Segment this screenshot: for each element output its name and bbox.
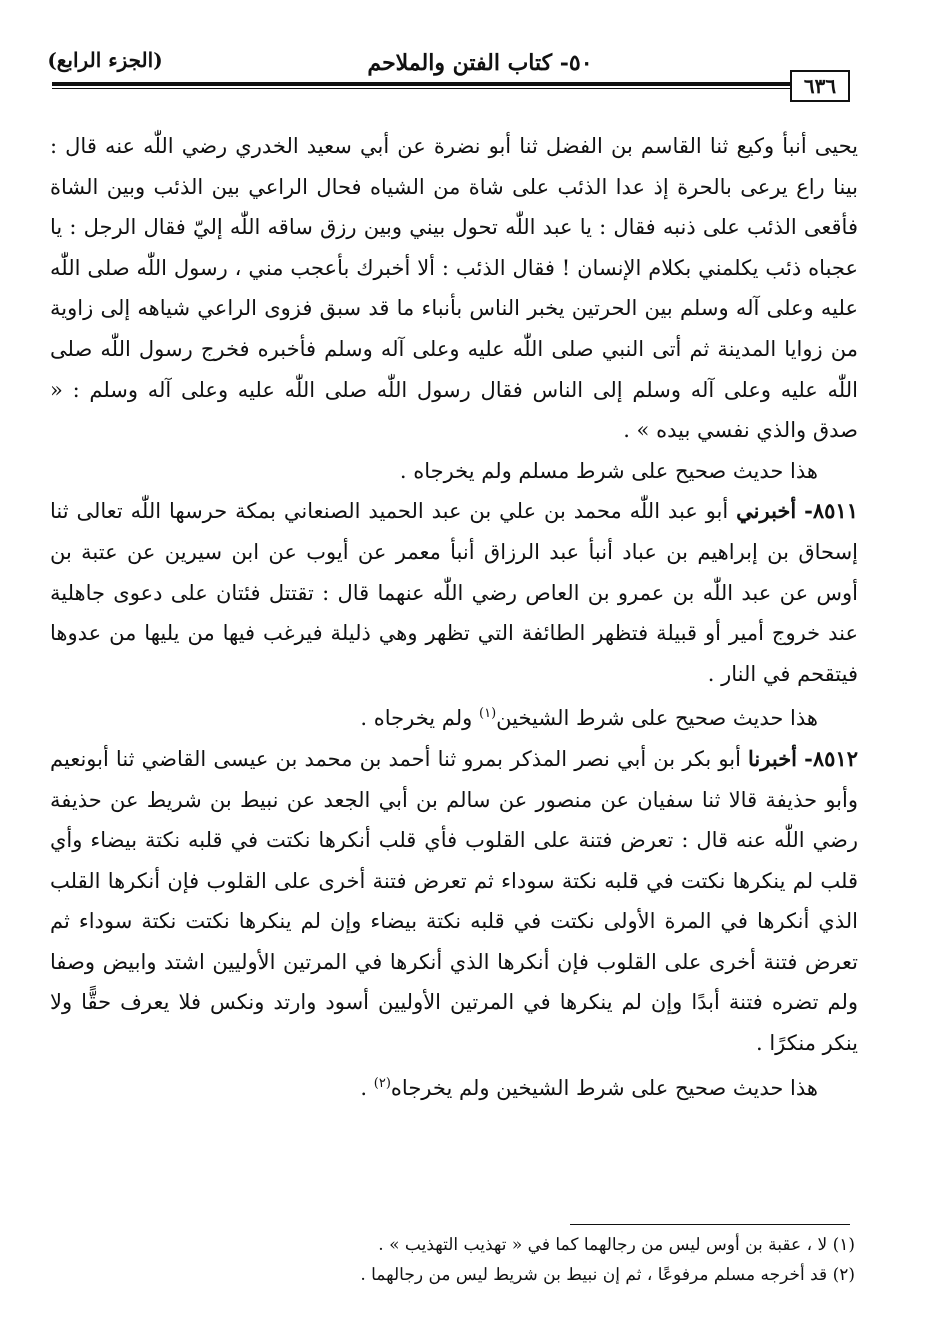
hadith-8512 <box>50 739 858 1064</box>
hadith-verdict-2 <box>50 694 858 739</box>
hadith-8511-text: أبو عبد اللّٰه محمد بن علي بن عبد الحميد الصنعاني بمكة حرسها اللّٰه تعالى ثنا إسحاق بن إبراهيم بن عباد أنبأ عبد الرزاق أنبأ معمر عن أيوب عن ابن سيرين عن عتبة بن أوس عن عبد اللّٰه بن عمرو بن العاص رضي اللّٰه عنهما قال : تقتتل فئتان على دعوى جاهلية عند خروج أمير أو قبيلة فتظهر الطائفة التي تظهر وهي ذليلة فيرغب فيها من يليها من عدوها فيتقحم في النار . <box>50 499 858 686</box>
footnote-ref-1[interactable]: (١) <box>479 706 497 722</box>
hadith-8512-text: أبو بكر بن أبي نصر المذكر بمرو ثنا أحمد بن محمد بن عيسى القاضي ثنا أبونعيم وأبو حذيفة قالا ثنا سفيان عن منصور عن سالم بن أبي الجعد عن نبيط بن شريط عن حذيفة رضي اللّٰه عنه قال : تعرض فتنة على القلوب فأي قلب أنكرها نكتت في قلبه نكتة بيضاء وأي قلب لم ينكرها نكتت في قلبه نكتة سوداء ثم تعرض فتنة أخرى على القلوب فإن أنكرها القلب الذي أنكرها في المرة الأولى نكتت في قلبه نكتة بيضاء وإن لم ينكرها نكتت نكتة سوداء ثم تعرض فتنة أخرى على القلوب فإن أنكرها الذي أنكرها في المرتين الأوليين اشتد وابيض وصفا ولم تضره فتنة أبدًا وإن لم ينكرها في المرتين الأوليين أسود وارتد ونكس فلا يعرف حقًّا ولا ينكر منكرًا . <box>50 746 858 1056</box>
running-header-volume: (الجزء الرابع) <box>47 48 163 72</box>
hadith-8511 <box>50 491 858 694</box>
hadith-number-8512: ٨٥١٢- <box>804 745 858 771</box>
header-rule-thin <box>52 88 847 89</box>
verdict-2-end: ولم يخرجاه . <box>360 706 473 731</box>
footnote-2-text: قد أخرجه مسلم مرفوعًا ، ثم إن نبيط بن شريط ليس من رجالهما . <box>360 1265 828 1285</box>
footnote-2-number: (٢) <box>832 1265 855 1285</box>
footnote-1-number: (١) <box>832 1235 855 1255</box>
hadith-verdict-1: هذا حديث صحيح على شرط مسلم ولم يخرجاه . <box>399 458 818 483</box>
footnote-ref-2[interactable]: (٢) <box>373 1075 391 1091</box>
running-header-book-title: ٥٠- كتاب الفتن والملاحم <box>367 50 593 76</box>
verdict-3-end: . <box>360 1075 368 1100</box>
main-text <box>50 126 858 1108</box>
verdict-3-text: هذا حديث صحيح على شرط الشيخين ولم يخرجاه <box>390 1075 818 1100</box>
hadith-number-8511: ٨٥١١- <box>804 498 858 524</box>
hadith-continuation-paragraph: يحيى أنبأ وكيع ثنا القاسم بن الفضل ثنا أبو نضرة عن أبي سعيد الخدري رضي اللّٰه عنه قال : بينا راع يرعى بالحرة إذ عدا الذئب على شاة من الشياه فحال الراعي بين الذئب وبين الشاة فأقعى الذئب على ذنبه فقال : يا عبد اللّٰه تحول بيني وبين رزق ساقه اللّٰه إليّ فقال الرجل : يا عجباه ذئب يكلمني بكلام الإنسان ! فقال الذئب : ألا أخبرك بأعجب مني ، رسول اللّٰه صلى اللّٰه عليه وعلى آله وسلم بين الحرتين يخبر الناس بأنباء ما قد سبق فزوى الراعي شياهه إلى زاوية من زوايا المدينة ثم أتى النبي صلى اللّٰه عليه وعلى آله وسلم فأخبره فخرج رسول اللّٰه صلى اللّٰه عليه وعلى آله وسلم إلى الناس فقال رسول اللّٰه صلى اللّٰه عليه وعلى آله وسلم : « صدق والذي نفسي بيده » . <box>50 134 858 443</box>
narration-keyword-akhbarani: أخبرني <box>736 498 797 524</box>
hadith-verdict-3 <box>50 1064 858 1109</box>
page-number-box: ٦٣٦ <box>790 70 850 102</box>
footnote-1-text: لا ، عقبة بن أوس ليس من رجالهما كما في « تهذيب التهذيب » . <box>378 1235 828 1255</box>
footnote-1 <box>50 1230 855 1260</box>
verdict-2-text: هذا حديث صحيح على شرط الشيخين <box>496 706 818 731</box>
footnotes <box>50 1230 855 1290</box>
footnote-2 <box>50 1260 855 1290</box>
narration-keyword-akhbarana: أخبرنا <box>748 745 798 771</box>
footnote-separator <box>570 1224 850 1225</box>
header-rule-thick <box>52 82 847 86</box>
